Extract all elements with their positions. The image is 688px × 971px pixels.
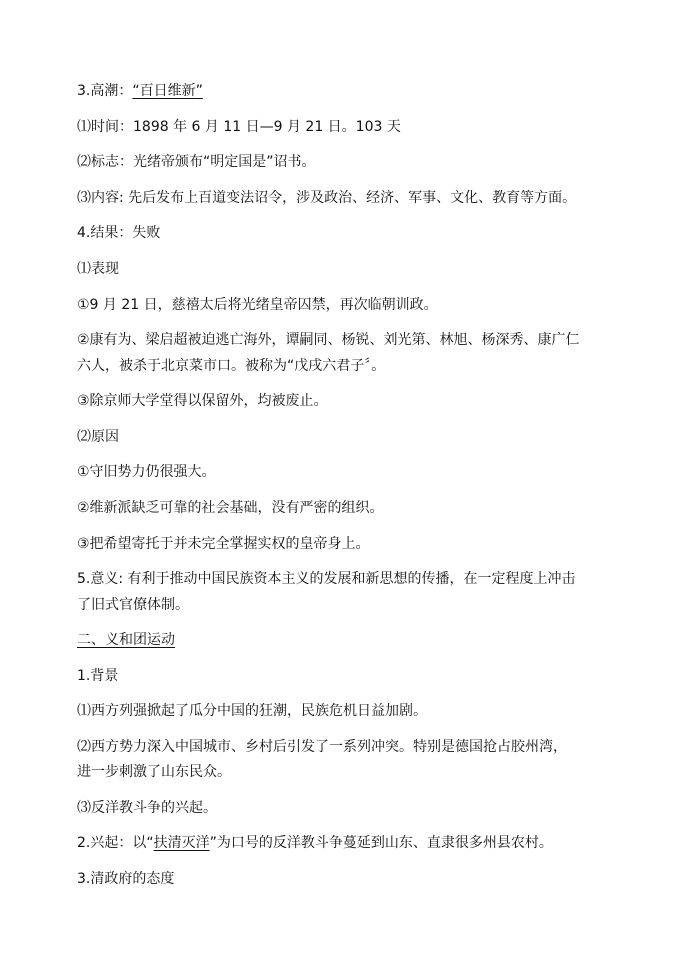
paragraph-content: ⑶内容: 先后发布上百道变法诏令，涉及政治、经济、军事、文化、教育等方面。 xyxy=(77,190,577,206)
heading-background: 1.背景 xyxy=(77,668,119,684)
paragraph-cause-3: ③把希望寄托于并未完全掌握实权的皇帝身上。 xyxy=(77,536,370,552)
heading-qing-attitude: 3.清政府的态度 xyxy=(77,871,175,887)
paragraph-significance-cont: 了旧式官僚体制。 xyxy=(77,597,189,613)
paragraph-manifestation-2: ②康有为、梁启超被迫逃亡海外，谭嗣同、杨锐、刘光第、林旭、杨深秀、康广仁 xyxy=(77,332,580,348)
slogan-term: 扶清灭洋 xyxy=(153,835,210,851)
paragraph-rise xyxy=(77,834,553,852)
paragraph-background-2-cont: 进一步刺激了山东民众。 xyxy=(77,764,231,780)
subheading-cause: ⑵原因 xyxy=(77,429,119,445)
paragraph-rise-suffix: ”为口号的反洋教斗争蔓延到山东、直隶很多州县农村。 xyxy=(209,835,553,851)
hundred-days-reform-term: “百日维新” xyxy=(132,83,203,99)
heading-climax xyxy=(77,82,203,100)
paragraph-manifestation-2-cont: 六人，被杀于北京菜市口。被称为“戊戌六君子〞。 xyxy=(77,358,386,374)
paragraph-manifestation-3: ③除京师大学堂得以保留外，均被废止。 xyxy=(77,393,328,409)
paragraph-manifestation-1: ①9 月 21 日，慈禧太后将光绪皇帝囚禁，再次临朝训政。 xyxy=(77,297,438,313)
paragraph-symbol: ⑵标志：光绪帝颁布“明定国是”诏书。 xyxy=(77,154,316,170)
heading-climax-label: 3.高潮： xyxy=(77,83,133,99)
subheading-manifestation: ⑴表现 xyxy=(77,261,119,277)
paragraph-significance: 5.意义: 有利于推动中国民族资本主义的发展和新思想的传播，在一定程度上冲击 xyxy=(77,571,576,587)
paragraph-background-3: ⑶反洋教斗争的兴起。 xyxy=(77,800,217,816)
paragraph-background-1: ⑴西方列强掀起了瓜分中国的狂潮，民族危机日益加剧。 xyxy=(77,703,427,719)
paragraph-cause-1: ①守旧势力仍很强大。 xyxy=(77,464,216,480)
heading-result: 4.结果：失败 xyxy=(77,225,161,241)
paragraph-time: ⑴时间：1898 年 6 月 11 日—9 月 21 日。103 天 xyxy=(77,119,401,135)
section-heading-boxer-movement: 二、义和团运动 xyxy=(77,632,175,648)
paragraph-cause-2: ②维新派缺乏可靠的社会基础，没有严密的组织。 xyxy=(77,500,384,516)
paragraph-rise-prefix: 2.兴起：以“ xyxy=(77,835,154,851)
paragraph-background-2: ⑵西方势力深入中国城市、乡村后引发了一系列冲突。特别是德国抢占胶州湾， xyxy=(77,739,567,755)
